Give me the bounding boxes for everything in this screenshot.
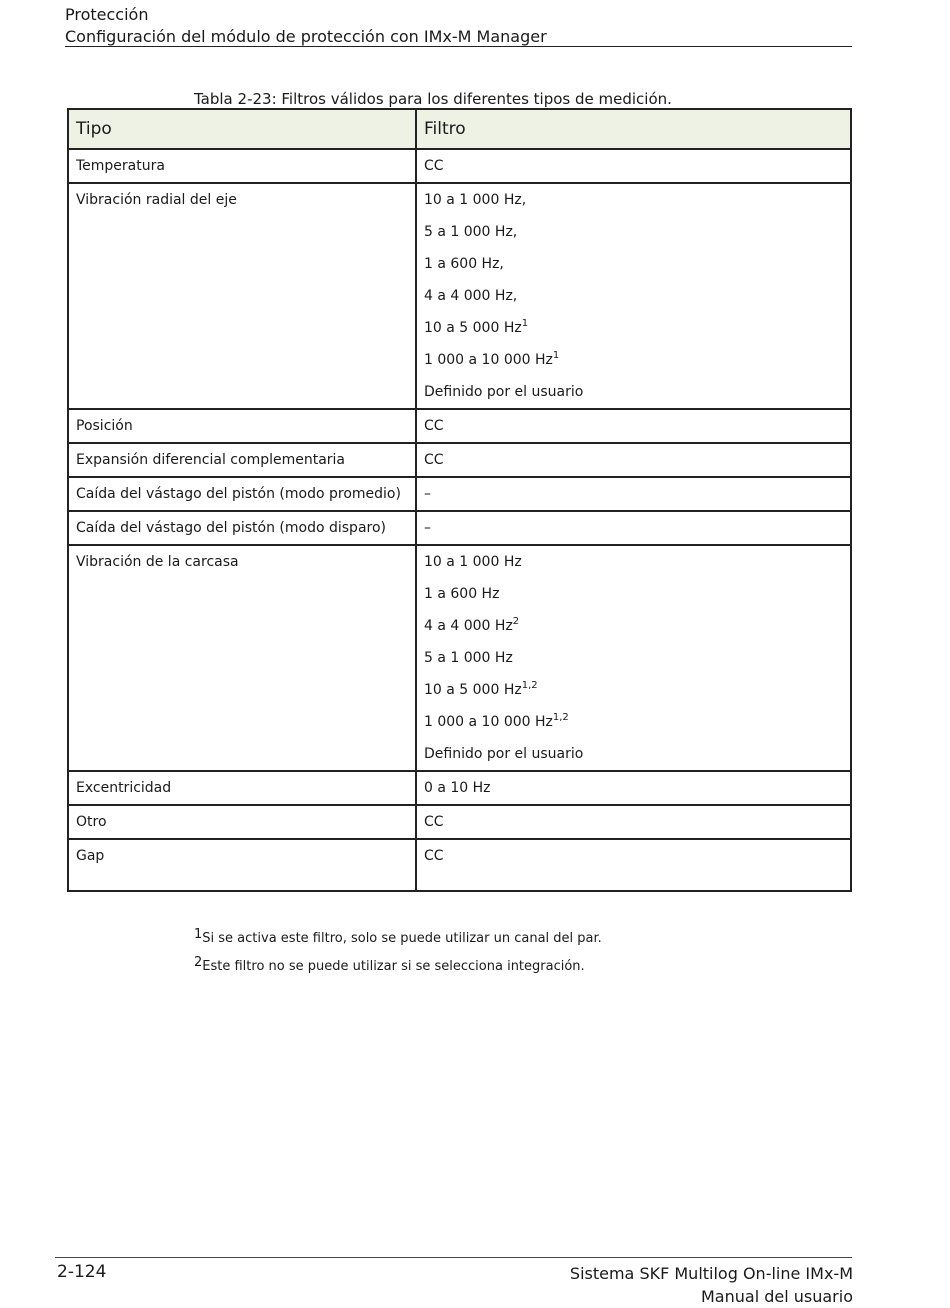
table-row <box>68 771 851 805</box>
column-header-tipo: Tipo <box>68 109 416 149</box>
filtro-text: Definido por el usuario <box>424 746 584 762</box>
footnote-1 <box>194 925 602 953</box>
filtro-text: CC <box>424 158 444 174</box>
filtro-cell <box>416 409 851 443</box>
page-footer <box>570 1262 853 1308</box>
filtro-text: 4 a 4 000 Hz <box>424 618 513 634</box>
tipo-text: Vibración radial del eje <box>76 192 237 208</box>
header-section: Protección <box>65 5 149 24</box>
filtro-cell <box>416 183 851 409</box>
filtro-text: – <box>424 520 431 536</box>
footnote-2 <box>194 953 602 981</box>
tipo-cell <box>68 771 416 805</box>
tipo-cell <box>68 409 416 443</box>
tipo-cell <box>68 149 416 183</box>
footnote-ref: 1 <box>521 318 529 329</box>
filtro-text: 5 a 1 000 Hz <box>424 650 513 666</box>
filtro-item <box>424 216 843 248</box>
filtro-item <box>424 738 843 770</box>
footer-divider <box>55 1257 852 1258</box>
table-row <box>68 839 851 891</box>
filtro-item <box>424 312 843 344</box>
filtro-text: – <box>424 486 431 502</box>
filtro-item <box>424 150 843 182</box>
filtro-item <box>424 706 843 738</box>
filtro-item <box>424 546 843 578</box>
column-header-filtro: Filtro <box>416 109 851 149</box>
filtro-item <box>424 184 843 216</box>
filtro-item <box>424 280 843 312</box>
filtro-cell <box>416 477 851 511</box>
filtro-text: 1 a 600 Hz <box>424 586 500 602</box>
filtro-text: 10 a 5 000 Hz <box>424 320 522 336</box>
filtro-item <box>424 674 843 706</box>
tipo-cell <box>68 545 416 771</box>
filtro-item <box>424 410 843 442</box>
table-caption: Tabla 2-23: Filtros válidos para los diferentes tipos de medición. <box>194 90 672 108</box>
tipo-text: Gap <box>76 848 105 864</box>
tipo-text: Excentricidad <box>76 780 172 796</box>
filtro-item <box>424 512 843 544</box>
filtro-item <box>424 806 843 838</box>
filtro-item <box>424 642 843 674</box>
filtro-cell <box>416 443 851 477</box>
filtro-item <box>424 344 843 376</box>
filtro-text: 10 a 1 000 Hz <box>424 554 522 570</box>
table-body <box>68 149 851 891</box>
table-row <box>68 477 851 511</box>
page-number: 2-124 <box>57 1262 107 1282</box>
page-header <box>65 4 547 48</box>
filtro-text: 0 a 10 Hz <box>424 780 491 796</box>
header-divider <box>65 46 852 47</box>
tipo-text: Caída del vástago del pistón (modo disparo) <box>76 520 386 536</box>
header-subsection: Configuración del módulo de protección con IMx-M Manager <box>65 27 547 46</box>
filtro-text: CC <box>424 452 444 468</box>
footer-product: Sistema SKF Multilog On-line IMx-M <box>569 1264 853 1283</box>
filtro-cell <box>416 149 851 183</box>
footnote-text: Este filtro no se puede utilizar si se selecciona integración. <box>202 959 585 974</box>
filtro-item <box>424 578 843 610</box>
footnote-ref: 2 <box>512 616 520 627</box>
filtro-cell <box>416 771 851 805</box>
filtro-text: CC <box>424 848 444 864</box>
filtro-text: 1 a 600 Hz, <box>424 256 504 272</box>
filtro-item <box>424 376 843 408</box>
footnote-ref: 1,2 <box>552 712 569 723</box>
footnote-mark: 2 <box>194 955 203 970</box>
table-row <box>68 545 851 771</box>
filtro-text: 10 a 1 000 Hz, <box>424 192 527 208</box>
tipo-text: Temperatura <box>76 158 165 174</box>
tipo-text: Expansión diferencial complementaria <box>76 452 346 468</box>
filtro-item <box>424 772 843 804</box>
tipo-cell <box>68 477 416 511</box>
filtro-cell <box>416 511 851 545</box>
filtro-text: 4 a 4 000 Hz, <box>424 288 518 304</box>
footnote-mark: 1 <box>194 927 203 942</box>
tipo-text: Caída del vástago del pistón (modo promedio) <box>76 486 401 502</box>
table-row <box>68 443 851 477</box>
filtro-text: Definido por el usuario <box>424 384 584 400</box>
filtro-item <box>424 840 843 872</box>
filtro-text: 1 000 a 10 000 Hz <box>424 352 553 368</box>
filtro-cell <box>416 545 851 771</box>
footnote-ref: 1,2 <box>521 680 538 691</box>
filtro-cell <box>416 805 851 839</box>
tipo-text: Otro <box>76 814 107 830</box>
table-header-row <box>68 109 851 149</box>
tipo-cell <box>68 805 416 839</box>
table-row <box>68 183 851 409</box>
table-row <box>68 149 851 183</box>
filtro-cell <box>416 839 851 891</box>
filtro-text: 1 000 a 10 000 Hz <box>424 714 553 730</box>
filtro-item <box>424 478 843 510</box>
tipo-cell <box>68 443 416 477</box>
footer-document: Manual del usuario <box>701 1287 853 1306</box>
tipo-text: Posición <box>76 418 133 434</box>
filtro-item <box>424 248 843 280</box>
table-row <box>68 805 851 839</box>
filtro-item <box>424 610 843 642</box>
table-row <box>68 409 851 443</box>
filtro-text: CC <box>424 418 444 434</box>
filtro-item <box>424 444 843 476</box>
tipo-cell <box>68 839 416 891</box>
tipo-cell <box>68 183 416 409</box>
footnote-text: Si se activa este filtro, solo se puede utilizar un canal del par. <box>202 931 602 946</box>
table-row <box>68 511 851 545</box>
footnote-ref: 1 <box>552 350 560 361</box>
filtro-text: 5 a 1 000 Hz, <box>424 224 518 240</box>
tipo-cell <box>68 511 416 545</box>
tipo-text: Vibración de la carcasa <box>76 554 239 570</box>
footnotes <box>194 925 602 981</box>
filtro-text: 10 a 5 000 Hz <box>424 682 522 698</box>
filters-table <box>67 108 852 892</box>
filtro-text: CC <box>424 814 444 830</box>
